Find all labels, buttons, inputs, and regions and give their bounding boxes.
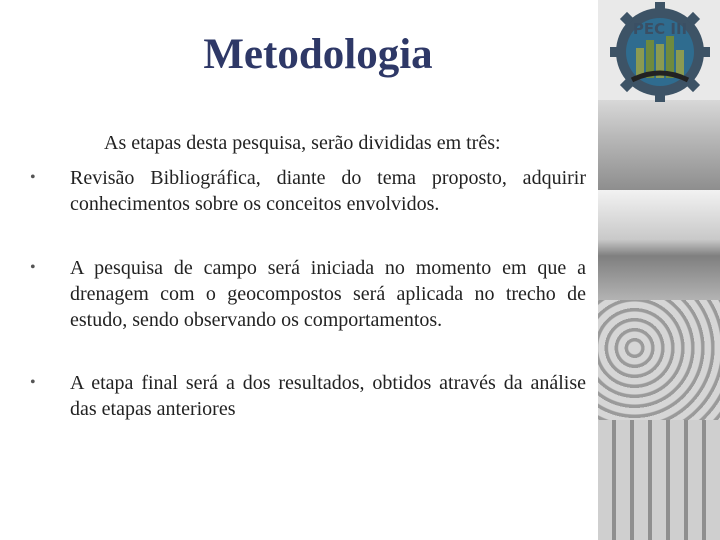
landscape-photo (598, 190, 720, 300)
intro-text: As etapas desta pesquisa, serão divididas em três: (104, 132, 501, 154)
bullet-text: Revisão Bibliográfica, diante do tema proposto, adquirir conhecimentos sobre os conceitos envolvidos. (70, 167, 586, 215)
bullet-marker: • (30, 374, 36, 391)
bullet-item (30, 165, 586, 217)
pec-logo (610, 0, 710, 105)
gear-icon (610, 2, 710, 102)
bullet-marker: • (30, 169, 36, 186)
bullet-item (30, 255, 586, 333)
road-photo (598, 100, 720, 190)
logo-text: PEC III (632, 20, 688, 38)
bullet-marker: • (30, 259, 36, 276)
bullet-item (30, 370, 586, 422)
pipes-photo (598, 300, 720, 420)
bullet-text: A etapa final será a dos resultados, obtidos através da análise das etapas anteriores (70, 372, 586, 420)
blocks-photo (598, 420, 720, 540)
slide-title: Metodologia (203, 31, 433, 78)
bullet-text: A pesquisa de campo será iniciada no momento em que a drenagem com o geocompostos será aplicada no trecho de estudo, sendo observando os comportamentos. (70, 257, 586, 331)
